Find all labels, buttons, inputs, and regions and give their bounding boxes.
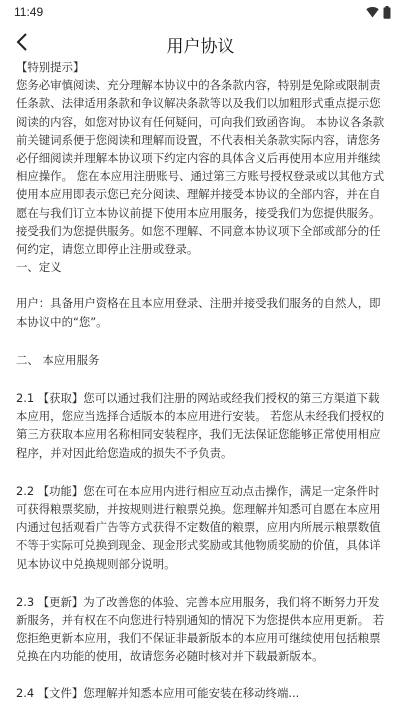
battery-icon [383,6,391,19]
user-definition: 用户：具备用户资格在且本应用登录、注册并接受我们服务的自然人，即本协议中的“您”。 [16,296,381,329]
special-notice-body: 您务必审慎阅读、充分理解本协议中的各条款内容，特别是免除或限制责任条款、法律适用条款和争议解决条款等以及我们以加粗形式重点提示您阅读的内容，如您对协议有任何疑问，可向我们致函咨询。 本协议各条款前关键词系便于您阅读和理解而设置，不代表相关条款实际内容，请您务必仔细阅读并理解本协议项下约定内容的具体含义后再使用本应用并继续相应操作。 您在本应用注册账号、通过第三方账号授权登录或以其他方式使用本应用即表示您已充分阅读、理解并接受本协议的全部内容，并在自愿在与我们订立本协议前提下使用本应用服务，接受我们为您提供服务。接受我们为您提供服务。如您不理解、不同意本协议项下全部或部分的任何约定，请您立即停止注册或登录。 [16,78,385,257]
chevron-left-icon [14,32,30,56]
wifi-icon [366,6,379,18]
page-title: 用户协议 [166,36,235,57]
status-icons [366,6,391,19]
clause-2-4-partial: 2.4 【文件】您理解并知悉本应用可能安装在移动终端... [16,685,300,700]
section-service-heading: 二、 本应用服务 [16,352,100,367]
back-button[interactable] [6,28,38,60]
special-notice-heading: 【特别提示】 [16,60,85,74]
status-time: 11:49 [14,5,44,19]
clause-2-3-update: 2.3 【更新】为了改善您的体验、完善本应用服务，我们将不断努力开发新服务，并有权在不向您进行特别通知的情况下为您提供本应用更新。 若您拒绝更新本应用，我们不保证非最新版本的本应用可继续使用包括粮票兑换在内功能的使用，故请您务必随时核对并下载最新版本。 [16,594,385,664]
agreement-content[interactable] [16,58,388,713]
clause-2-2-function: 2.2 【功能】您在可在本应用内进行相应互动点击操作，满足一定条件时可获得粮票奖励，并按规则进行粮票兑换。您理解并知悉可自愿在本应用内通过包括观看广告等方式获得不定数值的粮票，应用内所展示粮票数值不等于实际可兑换到现金、现金形式奖励或其他物质奖励的价值，具体详见本协议中兑换规则部分说明。 [16,483,381,571]
clause-2-1-obtain: 2.1 【获取】您可以通过我们注册的网站或经我们授权的第三方渠道下载本应用，您应当选择合适版本的本应用进行安装。 若您从未经我们授权的第三方获取本应用名称相同安装程序，我们无法保证您能够正常使用相应程序，并对因此给您造成的损失不予负责。 [16,391,385,460]
section-definition-heading: 一、定义 [16,260,62,275]
status-bar [0,0,401,24]
